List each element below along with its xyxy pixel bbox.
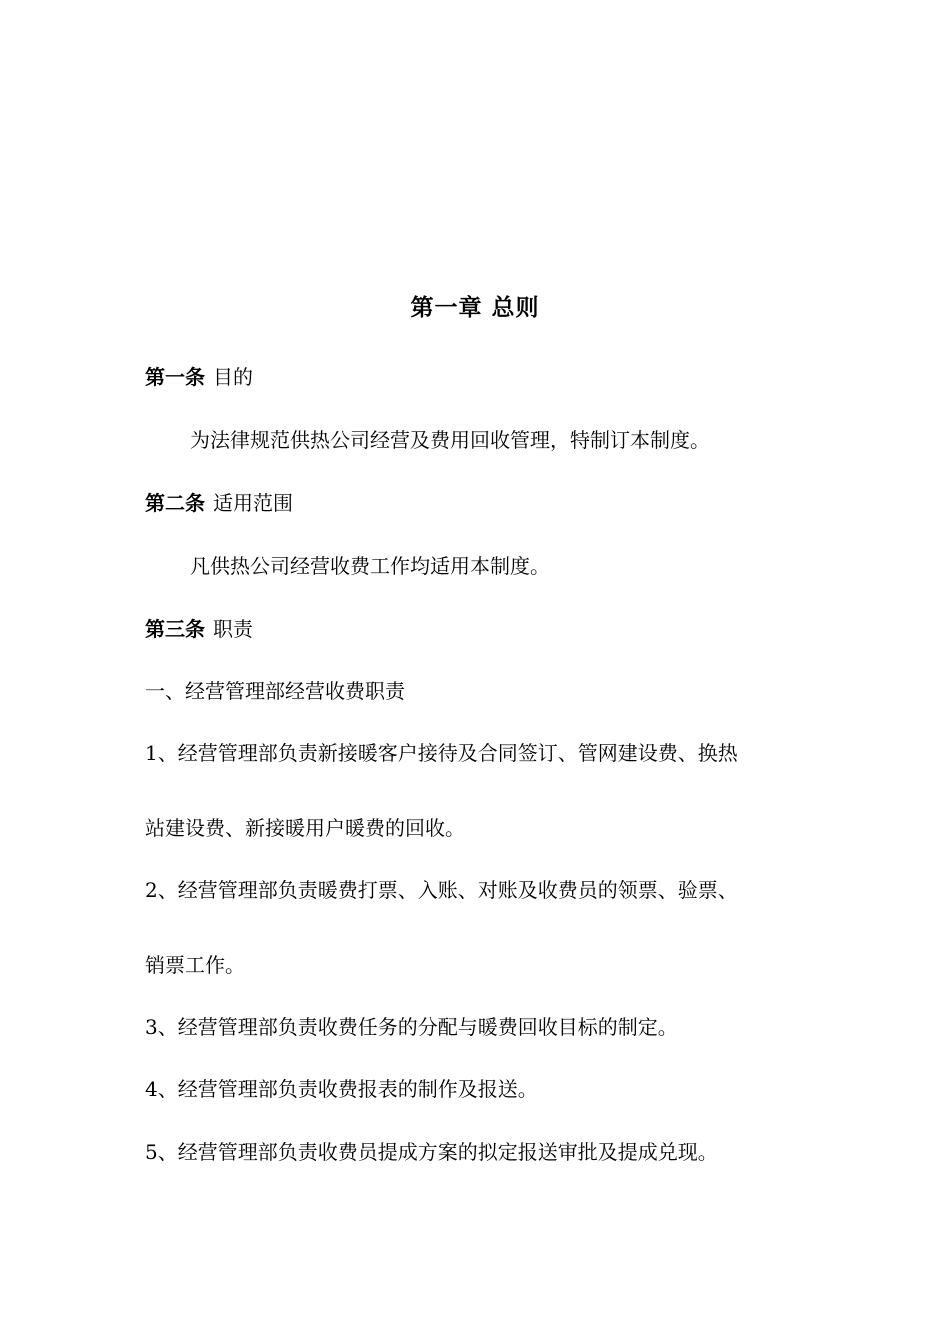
article-body-1: 为法律规范供热公司经营及费用回收管理，特制订本制度。 xyxy=(190,428,710,452)
article-number: 第一条 xyxy=(145,365,205,389)
article-name: 目的 xyxy=(213,365,253,389)
section-heading: 一、经营管理部经营收费职责 xyxy=(145,679,405,703)
list-item-2-line-1: 2、经营管理部负责暖费打票、入账、对账及收费员的领票、验票、 xyxy=(145,878,738,902)
chapter-title: 第一章 总则 xyxy=(410,295,540,321)
list-item-3: 3、经营管理部负责收费任务的分配与暖费回收目标的制定。 xyxy=(145,1015,678,1039)
list-item-1-line-2: 站建设费、新接暖用户暖费的回收。 xyxy=(145,816,465,840)
list-item-5: 5、经营管理部负责收费员提成方案的拟定报送审批及提成兑现。 xyxy=(145,1140,718,1164)
article-name: 职责 xyxy=(213,617,253,641)
article-number: 第二条 xyxy=(145,491,205,515)
article-heading-1 xyxy=(145,363,253,391)
article-number: 第三条 xyxy=(145,617,205,641)
list-item-4: 4、经营管理部负责收费报表的制作及报送。 xyxy=(145,1077,538,1101)
article-heading-3 xyxy=(145,615,253,643)
article-name: 适用范围 xyxy=(213,491,293,515)
article-heading-2 xyxy=(145,489,293,517)
list-item-1-line-1: 1、经营管理部负责新接暖客户接待及合同签订、管网建设费、换热 xyxy=(145,741,738,765)
article-body-2: 凡供热公司经营收费工作均适用本制度。 xyxy=(190,554,550,578)
list-item-2-line-2: 销票工作。 xyxy=(145,953,245,977)
